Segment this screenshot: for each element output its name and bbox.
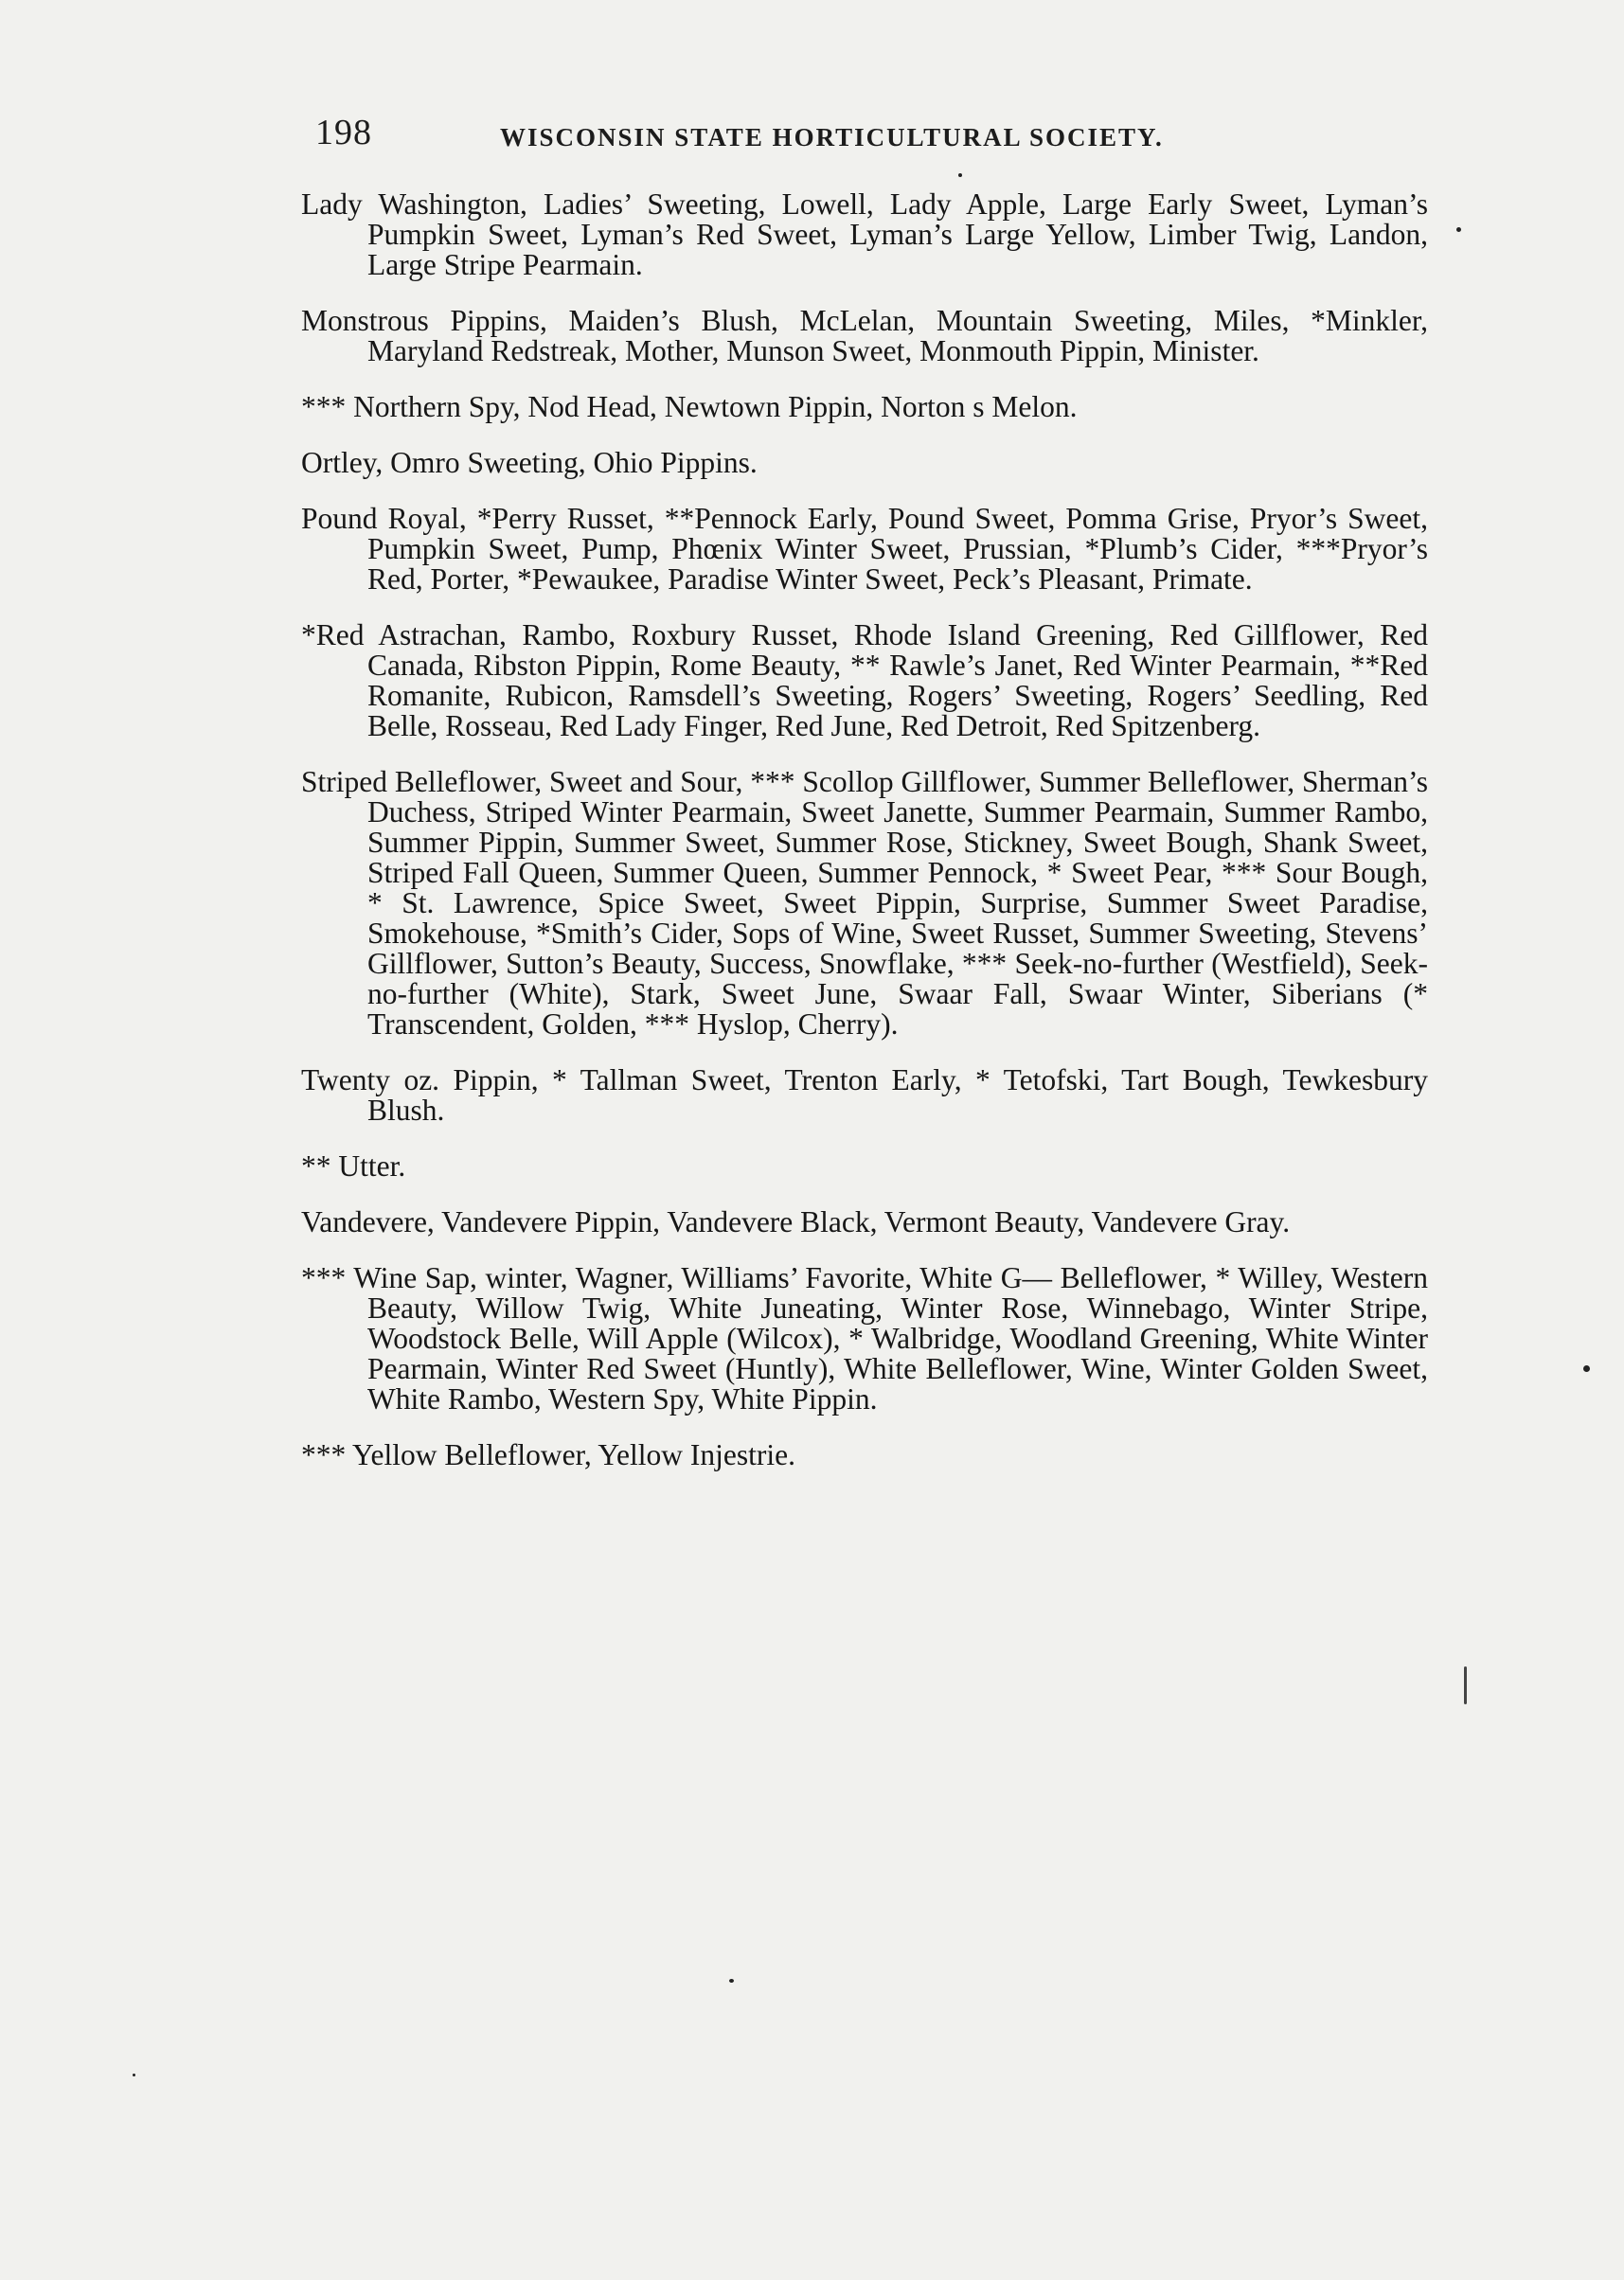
- entry-letter-l: Lady Washington, Ladies’ Sweeting, Lowell, Lady Apple, Large Early Sweet, Lyman’s Pumpkin Sweet, Lyman’s Red Sweet, Lyman’s Large Yellow, Limber Twig, Landon, Large Stripe Pearmain.: [301, 187, 1428, 281]
- entry-letter-u: ** Utter.: [301, 1149, 406, 1183]
- entry-letter-t: Twenty oz. Pippin, * Tallman Sweet, Trenton Early, * Tetofski, Tart Bough, Tewkesbury Blush.: [301, 1063, 1428, 1127]
- entry-letter-p: Pound Royal, *Perry Russet, **Pennock Early, Pound Sweet, Pomma Grise, Pryor’s Sweet, Pumpkin Sweet, Pump, Phœnix Winter Sweet, Prussian, *Plumb’s Cider, ***Pryor’s Red, Porter, *Pewaukee, Paradise Winter Sweet, Peck’s Pleasant, Primate.: [301, 502, 1428, 596]
- scan-speck: [133, 2074, 135, 2076]
- page-number: 198: [315, 113, 372, 152]
- entry-letter-o: Ortley, Omro Sweeting, Ohio Pippins.: [301, 446, 758, 479]
- scan-speck: [1583, 1365, 1590, 1372]
- entry-letter-n: *** Northern Spy, Nod Head, Newtown Pippin, Norton s Melon.: [301, 390, 1078, 423]
- scan-speck: [958, 173, 962, 177]
- entry-letter-y: *** Yellow Belleflower, Yellow Injestrie.: [301, 1438, 795, 1471]
- page-header: [315, 104, 1262, 161]
- apple-variety-list: [301, 189, 1428, 1496]
- running-head: WISCONSIN STATE HORTICULTURAL SOCIETY.: [500, 123, 1164, 151]
- scan-speck: [1464, 1666, 1467, 1704]
- entry-letter-v: Vandevere, Vandevere Pippin, Vandevere Black, Vermont Beauty, Vandevere Gray.: [301, 1205, 1291, 1238]
- entry-letter-m: Monstrous Pippins, Maiden’s Blush, McLelan, Mountain Sweeting, Miles, *Minkler, Maryland Redstreak, Mother, Munson Sweet, Monmouth Pippin, Minister.: [301, 304, 1428, 367]
- scan-speck: [1456, 227, 1461, 232]
- entry-letter-w: *** Wine Sap, winter, Wagner, Williams’ Favorite, White G— Belleflower, * Willey, Western Beauty, Willow Twig, White Juneating, Winter Rose, Winnebago, Winter Stripe, Woodstock Belle, Will Apple (Wilcox), * Walbridge, Woodland Greening, White Winter Pearmain, Winter Red Sweet (Huntly), White Belleflower, Wine, Winter Golden Sweet, White Rambo, Western Spy, White Pippin.: [301, 1261, 1428, 1416]
- entry-letter-r: *Red Astrachan, Rambo, Roxbury Russet, Rhode Island Greening, Red Gillflower, Red Canada, Ribston Pippin, Rome Beauty, ** Rawle’s Janet, Red Winter Pearmain, **Red Romanite, Rubicon, Ramsdell’s Sweeting, Rogers’ Sweeting, Rogers’ Seedling, Red Belle, Rosseau, Red Lady Finger, Red June, Red Detroit, Red Spitzenberg.: [301, 618, 1428, 742]
- entry-letter-s: Striped Belleflower, Sweet and Sour, *** Scollop Gillflower, Summer Belleflower, Sherman’s Duchess, Striped Winter Pearmain, Sweet Janette, Summer Pearmain, Summer Rambo, Summer Pippin, Summer Sweet, Summer Rose, Stickney, Sweet Bough, Shank Sweet, Striped Fall Queen, Summer Queen, Summer Pennock, * Sweet Pear, *** Sour Bough, * St. Lawrence, Spice Sweet, Sweet Pippin, Surprise, Summer Sweet Paradise, Smokehouse, *Smith’s Cider, Sops of Wine, Sweet Russet, Summer Sweeting, Stevens’ Gillflower, Sutton’s Beauty, Success, Snowflake, *** Seek-no-further (Westfield), Seek-no-further (White), Stark, Sweet June, Swaar Fall, Swaar Winter, Siberians (* Transcendent, Golden, *** Hyslop, Cherry).: [301, 765, 1428, 1041]
- scan-speck: [729, 1979, 734, 1983]
